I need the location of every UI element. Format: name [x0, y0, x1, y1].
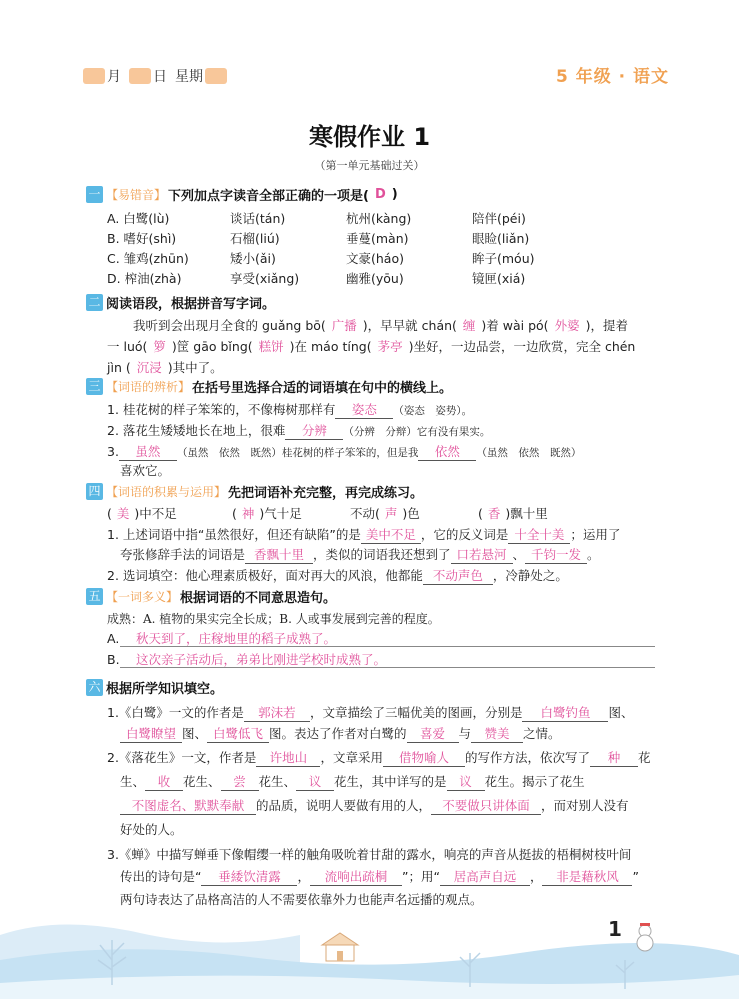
options: （分辨 分辩）它有没有果实。 [343, 426, 491, 438]
answer-blank: 虽然 [119, 442, 177, 461]
answer: 美 [116, 506, 130, 521]
answer: 广播 [331, 318, 357, 333]
answer-blank: 尝 [221, 772, 259, 791]
section-tag: 【易错音】 [106, 188, 167, 202]
section-2-heading [86, 293, 275, 312]
house-icon [322, 933, 358, 961]
s6-item-1-cont [120, 724, 561, 743]
text: 的写作方法，依次写了 [464, 750, 590, 765]
sentence-b-label: B. [107, 652, 120, 667]
answer-blank: 不动声色 [423, 566, 493, 585]
text: 花生、 [183, 774, 221, 789]
answer: 糕饼 [258, 339, 284, 354]
answer: 箩 [153, 339, 166, 354]
text: 2. 选词填空：他心理素质极好，面对再大的风浪，他都能 [107, 568, 423, 583]
text: 传出的诗句是“ [120, 869, 202, 884]
s6-item-2-cont2 [120, 796, 629, 815]
answer: D [374, 187, 386, 202]
day-box [129, 68, 151, 84]
answer: 声 [384, 506, 398, 521]
s3-item-3-cont: 喜欢它。 [120, 463, 171, 478]
date-row [83, 66, 229, 86]
options: （姿态 姿势）。 [393, 405, 473, 417]
text: )筐 gāo bǐng( [171, 339, 253, 354]
text: ，类似的词语我还想到了 [313, 547, 451, 562]
definition: 成熟：A. 植物的果实完全长成；B. 人或事发展到完善的程度。 [107, 612, 440, 626]
idiom-1 [107, 504, 177, 522]
s4-item-1 [107, 525, 620, 544]
text: 1.《白鹭》一文的作者是 [107, 705, 244, 720]
options: （虽然 依然 既然） [476, 447, 582, 459]
choice-b-3: 垂蔓(màn) [346, 231, 409, 246]
answer-blank: 郭沫若 [244, 703, 310, 722]
day-label: 日 [153, 69, 167, 85]
text: 1. 上述词语中指“虽然很好，但还有缺陷”的是 [107, 527, 361, 542]
section-number: 六 [86, 679, 103, 696]
text: 不动( [350, 506, 380, 521]
answer-blank: 喜爱 [407, 724, 459, 743]
weekday-box [205, 68, 227, 84]
section-tag: 【词语的积累与运用】 [106, 485, 227, 499]
idiom-2 [232, 504, 302, 522]
s4-item-1-cont [120, 545, 600, 564]
answer-blank: 依然 [418, 442, 476, 461]
text: ，冷静处之。 [492, 568, 568, 583]
answer-blank: 十全十美 [508, 525, 570, 544]
text: 的品质，说明人要做有用的人， [256, 798, 432, 813]
winter-scene-decoration [0, 905, 739, 999]
text: ；运用了 [570, 527, 621, 542]
choice-a-3: 杭州(kàng) [346, 211, 412, 226]
text: ”；用“ [402, 869, 440, 884]
text: 与 [458, 726, 472, 741]
text: ，而对别人没有 [541, 798, 629, 813]
text: 生、 [120, 774, 146, 789]
choice-b-1: B. 嗜好(shì) [107, 231, 177, 246]
answer-blank: 白鹭低飞 [207, 724, 269, 743]
choice-c-4: 眸子(móu) [472, 251, 535, 266]
snowman-icon [637, 923, 653, 951]
choice-c-1: C. 雏鸡(zhūn) [107, 251, 189, 266]
choice-a-1: A. 白鹭(lù) [107, 211, 170, 226]
answer: 秋天到了，庄稼地里的稻子成熟了。 [136, 631, 337, 646]
choice-b-2: 石榴(liú) [230, 231, 280, 246]
text: ( [107, 506, 112, 521]
answer-blank: 千钧一发 [525, 545, 587, 564]
text: )，早早就 chán( [362, 318, 457, 333]
section-1-heading [86, 185, 398, 204]
text: )坐好，一边品尝，一边欣赏，完全 chén [408, 339, 636, 354]
answer-blank: 口若悬河 [451, 545, 513, 564]
answer-blank: 流响出疏桐 [310, 867, 402, 886]
page-subtitle: （第一单元基础过关） [314, 159, 425, 172]
answer: 缠 [462, 318, 476, 333]
text: )在 máo tíng( [289, 339, 372, 354]
answer: 外婆 [554, 318, 580, 333]
s6-item-3: 3.《蝉》中描写蝉垂下像帽缨一样的触角吸吮着甘甜的露水，响亮的声音从挺拔的梧桐树枝叶间 [107, 847, 632, 862]
text: ， [529, 869, 543, 884]
answer-blank: 许地山 [256, 748, 320, 767]
answer-blank: 不要做只讲体面 [431, 796, 541, 815]
s4-item-2 [107, 566, 568, 585]
text: )气十足 [259, 506, 302, 521]
text: 花 [637, 750, 651, 765]
text: )中不足 [134, 506, 177, 521]
s6-item-2 [107, 748, 650, 767]
answer-blank: 议 [296, 772, 334, 791]
section-number: 三 [86, 378, 103, 395]
answer-blank: 美中不足 [361, 525, 421, 544]
question-text: 根据所学知识填空。 [106, 682, 224, 697]
text: 。 [587, 547, 600, 562]
text: ” [632, 869, 639, 884]
section-3-heading [86, 377, 452, 396]
text: 图。表达了作者对白鹭的 [269, 726, 407, 741]
s6-item-3-cont1 [120, 867, 639, 886]
section-tag: 【一词多义】 [106, 590, 179, 604]
section-6-heading [86, 678, 223, 697]
answer-blank: 白鹭瞭望 [120, 724, 182, 743]
text: ，文章描绘了三幅优美的图画，分别是 [309, 705, 523, 720]
passage-line-3 [107, 358, 223, 376]
section-5-heading [86, 587, 336, 606]
sentence-b-line [120, 650, 655, 668]
s3-item-2 [107, 421, 490, 440]
passage-line-2 [107, 337, 635, 355]
text: 2.《落花生》一文，作者是 [107, 750, 257, 765]
month-box [83, 68, 105, 84]
text: )，提着 [585, 318, 628, 333]
text: )色 [402, 506, 420, 521]
text: 之情。 [523, 726, 561, 741]
sentence-a-line [120, 629, 655, 647]
idiom-4 [478, 504, 548, 522]
s3-item-3 [107, 442, 581, 461]
choice-d-1: D. 榨油(zhà) [107, 271, 182, 286]
text: ，文章采用 [320, 750, 383, 765]
s6-item-2-cont1 [120, 772, 585, 791]
month-label: 月 [107, 69, 121, 85]
choice-c-2: 矮小(ǎi) [230, 251, 276, 266]
answer-blank: 收 [145, 772, 183, 791]
choice-b-4: 眼睑(liǎn) [472, 231, 530, 246]
answer-blank: 垂緌饮清露 [201, 867, 297, 886]
answer: 神 [241, 506, 255, 521]
section-number: 四 [86, 483, 103, 500]
answer-blank: 议 [447, 772, 485, 791]
answer-blank: 姿态 [335, 400, 393, 419]
section-tag: 【词语的辨析】 [106, 380, 191, 394]
text: 花生。揭示了花生 [484, 774, 585, 789]
section-number: 二 [86, 294, 103, 311]
text: 花生、 [258, 774, 297, 789]
text: 夸张修辞手法的词语是 [120, 547, 246, 562]
choice-d-4: 镜匣(xiá) [472, 271, 526, 286]
text: 花生，其中详写的是 [334, 774, 447, 789]
question-text: 先把词语补充完整，再完成练习。 [228, 486, 424, 501]
options-and-text: （虽然 依然 既然）桂花树的样子笨笨的，但是我 [176, 447, 419, 459]
choice-d-2: 享受(xiǎng) [230, 271, 300, 286]
question-text: 阅读语段，根据拼音写字词。 [106, 297, 276, 312]
page-title: 寒假作业 1 [308, 123, 431, 151]
question-text: 在括号里选择合适的词语填在句中的横线上。 [192, 381, 453, 396]
answer: 这次亲子活动后，弟弟比刚进学校时成熟了。 [136, 652, 387, 667]
choice-c-3: 文豪(háo) [346, 251, 404, 266]
text: )其中了。 [167, 360, 223, 375]
text: 1. 桂花树的样子笨笨的，不像梅树那样有 [107, 402, 336, 417]
text: 2. 落花生矮矮地长在地上，很难 [107, 423, 286, 438]
text: 3. [107, 444, 119, 459]
text: 图、 [608, 705, 634, 720]
weekday-label: 星期 [175, 69, 203, 85]
answer: 香 [487, 506, 501, 521]
sentence-a-label: A. [107, 631, 120, 646]
idiom-3 [350, 504, 420, 522]
answer-blank: 非是藉秋风 [542, 867, 632, 886]
choice-d-3: 幽雅(yōu) [346, 271, 404, 286]
text: ( [478, 506, 483, 521]
question-close: ) [391, 187, 398, 202]
text: 、 [512, 547, 526, 562]
question-text: 根据词语的不同意思造句。 [180, 591, 337, 606]
answer-blank: 香飘十里 [245, 545, 313, 564]
answer-blank: 不图虚名、默默奉献 [120, 796, 256, 815]
text: ， [297, 869, 310, 884]
s6-item-1 [107, 703, 633, 722]
text: 一 luó( [107, 339, 148, 354]
text: jìn ( [107, 360, 131, 375]
grade-label: 5 年级 · 语文 [556, 67, 670, 87]
section-4-heading [86, 482, 423, 501]
answer-blank: 分辨 [285, 421, 343, 440]
answer-blank: 居高声自远 [440, 867, 530, 886]
text: )着 wài pó( [481, 318, 549, 333]
s6-item-2-cont3: 好处的人。 [120, 822, 183, 837]
text: ，它的反义词是 [420, 527, 509, 542]
choice-a-4: 陪伴(péi) [472, 211, 526, 226]
s3-item-1 [107, 400, 472, 419]
answer-blank: 借物喻人 [383, 748, 465, 767]
text: 图、 [182, 726, 208, 741]
question-text: 下列加点字读音全部正确的一项是( [168, 189, 369, 204]
answer: 沉浸 [136, 360, 162, 375]
answer: 茅亭 [377, 339, 403, 354]
text: 我听到会出现月全食的 guǎng bō( [133, 318, 326, 333]
answer-blank: 赞美 [471, 724, 523, 743]
text: ( [232, 506, 237, 521]
answer-blank: 白鹭钓鱼 [522, 703, 608, 722]
choice-a-2: 谈话(tán) [230, 211, 286, 226]
answer-blank: 种 [590, 748, 638, 767]
page-number: 1 [608, 917, 622, 941]
text: )飘十里 [505, 506, 548, 521]
s6-item-3-cont2: 两句诗表达了品格高洁的人不需要依靠外力也能声名远播的观点。 [120, 892, 483, 907]
section-number: 五 [86, 588, 103, 605]
passage-line-1 [133, 316, 628, 334]
section-number: 一 [86, 186, 103, 203]
